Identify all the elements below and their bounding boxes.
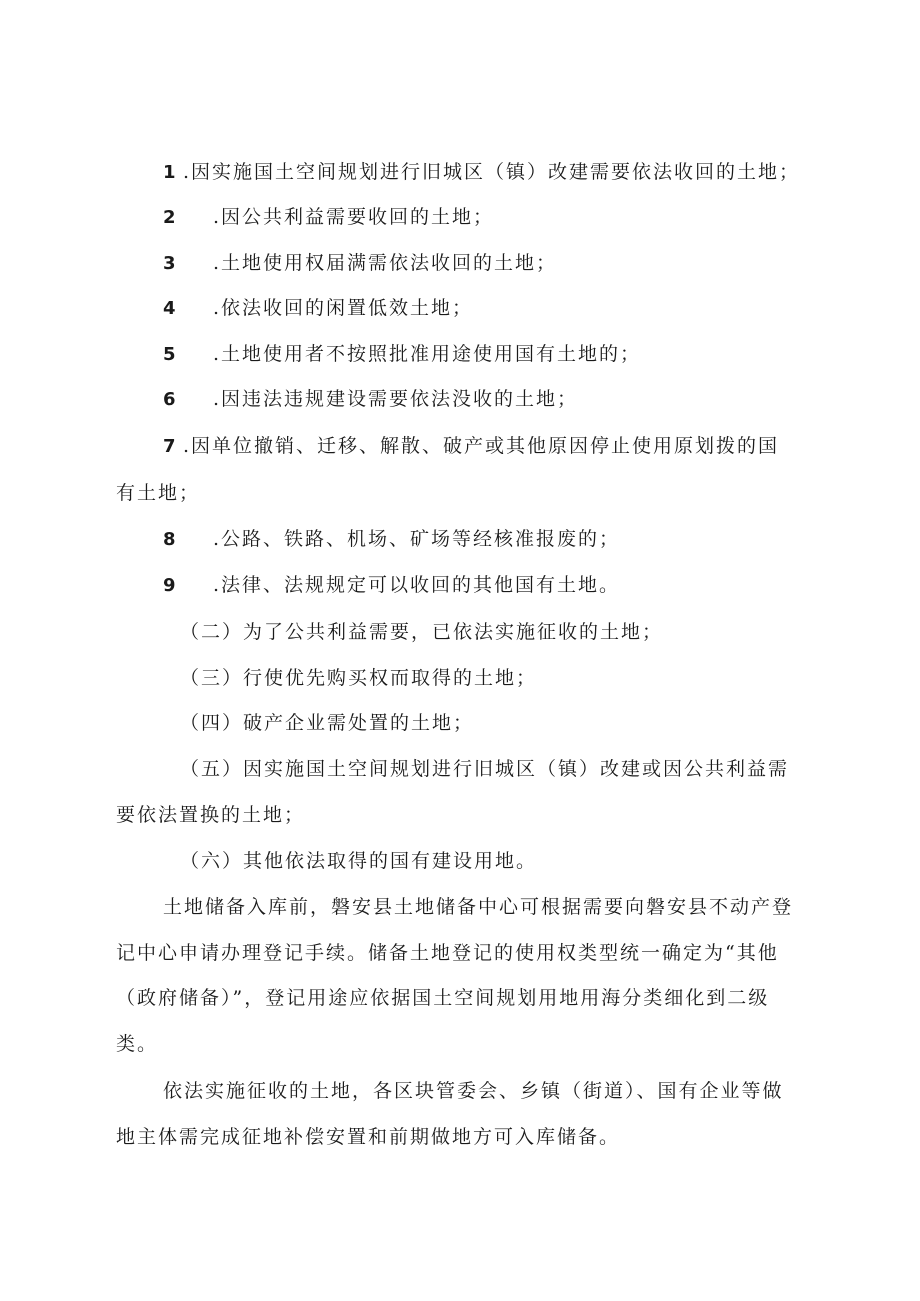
item-text: .法律、法规规定可以收回的其他国有土地。	[213, 574, 621, 596]
section-item: （四）破产企业需处置的土地；	[180, 712, 475, 734]
section-item: （五）因实施国土空间规划进行旧城区（镇）改建或因公共利益需	[180, 758, 790, 780]
item-text: .因违法违规建设需要依法没收的土地；	[213, 388, 579, 410]
item-text: .公路、铁路、机场、矿场等经核准报废的；	[213, 528, 621, 550]
item-number: 2	[163, 207, 178, 228]
list-item	[163, 527, 620, 552]
list-item-continuation: 有土地；	[116, 482, 201, 504]
list-item	[163, 573, 620, 598]
list-item	[163, 160, 800, 185]
item-text: .依法收回的闲置低效土地；	[213, 297, 474, 319]
item-number: 6	[163, 389, 178, 410]
item-text: .土地使用权届满需依法收回的土地；	[213, 252, 558, 274]
section-item: （三）行使优先购买权而取得的土地；	[180, 667, 538, 689]
paragraph-line: 地主体需完成征地补偿安置和前期做地方可入库储备。	[116, 1126, 621, 1148]
list-item	[163, 205, 494, 230]
section-item: （六）其他依法取得的国有建设用地。	[180, 850, 538, 872]
list-item	[163, 342, 641, 367]
item-text: .因公共利益需要收回的土地；	[213, 206, 495, 228]
list-item	[163, 434, 779, 459]
item-number: 3	[163, 253, 178, 274]
section-item-continuation: 要依法置换的土地；	[116, 804, 306, 826]
item-text: .土地使用者不按照批准用途使用国有土地的；	[213, 343, 642, 365]
list-item	[163, 296, 473, 321]
item-number: 5	[163, 344, 178, 365]
item-number: 4	[163, 298, 178, 319]
paragraph-line: （政府储备）”，登记用途应依据国土空间规划用地用海分类细化到二级	[116, 987, 770, 1009]
item-number: 9	[163, 575, 178, 596]
list-item	[163, 251, 557, 276]
list-item	[163, 387, 578, 412]
item-text: .因实施国土空间规划进行旧城区（镇）改建需要依法收回的土地；	[183, 161, 801, 183]
item-number: 1	[163, 162, 178, 183]
item-number: 8	[163, 529, 178, 550]
paragraph-line: 记中心申请办理登记手续。储备土地登记的使用权类型统一确定为“其他	[116, 942, 779, 964]
section-item: （二）为了公共利益需要，已依法实施征收的土地；	[180, 621, 664, 643]
paragraph-line: 土地储备入库前，磐安县土地储备中心可根据需要向磐安县不动产登	[163, 896, 794, 918]
item-number: 7	[163, 436, 178, 457]
item-text: .因单位撤销、迁移、解散、破产或其他原因停止使用原划拨的国	[183, 435, 780, 457]
paragraph-line: 类。	[116, 1033, 159, 1055]
paragraph-line: 依法实施征收的土地，各区块管委会、乡镇（街道）、国有企业等做	[163, 1080, 784, 1102]
